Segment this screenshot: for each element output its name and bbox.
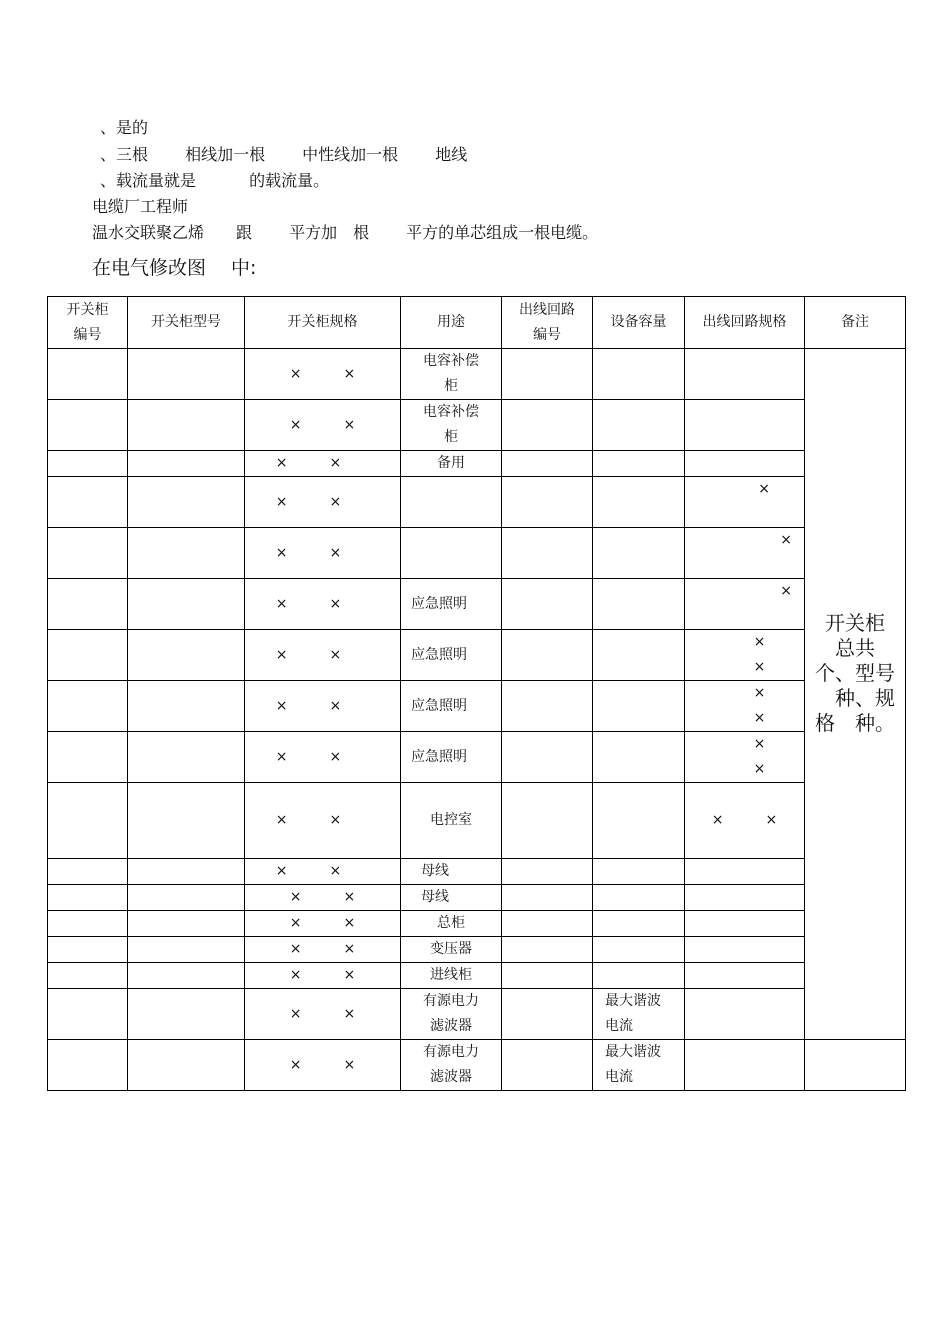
table-row xyxy=(48,528,906,579)
usage-cell: 母线 xyxy=(401,885,502,911)
remark-cell: 开关柜 总共 个、型号 种、规 格 种。 xyxy=(805,349,906,1040)
capacity-cell: 最大谐波 电流 xyxy=(593,989,685,1040)
table-row xyxy=(48,989,906,1040)
usage-cell: 备用 xyxy=(401,451,502,477)
col-header-cabinet-spec: 开关柜规格 xyxy=(245,297,401,349)
circuit-spec-cell: × xyxy=(685,477,805,528)
spec-cell: × × xyxy=(245,451,401,477)
circuit-spec-cell xyxy=(685,911,805,937)
remark-cell-empty xyxy=(805,1040,906,1091)
circuit-spec-cell: × xyxy=(685,528,805,579)
spec-cell: × × xyxy=(245,885,401,911)
capacity-cell xyxy=(593,885,685,911)
capacity-cell xyxy=(593,349,685,400)
col-header-circuit-spec: 出线回路规格 xyxy=(685,297,805,349)
spec-cell: × × xyxy=(245,732,401,783)
capacity-cell xyxy=(593,630,685,681)
spec-cell: × × xyxy=(245,963,401,989)
circuit-spec-cell xyxy=(685,400,805,451)
table-row xyxy=(48,732,906,783)
spec-cell: × × xyxy=(245,400,401,451)
intro-line-4: 电缆厂工程师 xyxy=(92,197,189,216)
col-header-cabinet-model: 开关柜型号 xyxy=(128,297,245,349)
capacity-cell xyxy=(593,400,685,451)
usage-cell: 应急照明 xyxy=(401,630,502,681)
table-row xyxy=(48,400,906,451)
capacity-cell xyxy=(593,859,685,885)
capacity-cell xyxy=(593,477,685,528)
col-header-usage: 用途 xyxy=(401,297,502,349)
circuit-spec-cell xyxy=(685,859,805,885)
usage-cell: 总柜 xyxy=(401,911,502,937)
table-row xyxy=(48,783,906,859)
circuit-spec-cell xyxy=(685,937,805,963)
spec-cell: × × xyxy=(245,681,401,732)
table-row xyxy=(48,937,906,963)
spec-cell: × × xyxy=(245,783,401,859)
intro-line-2: 、三根 相线加一根 中性线加一根 地线 xyxy=(100,145,468,164)
usage-cell: 应急照明 xyxy=(401,579,502,630)
circuit-spec-cell: × xyxy=(685,579,805,630)
intro-line-5: 温水交联聚乙烯 跟 平方加 根 平方的单芯组成一根电缆。 xyxy=(92,223,599,242)
circuit-spec-cell xyxy=(685,963,805,989)
capacity-cell xyxy=(593,681,685,732)
usage-cell: 电容补偿 柜 xyxy=(401,349,502,400)
capacity-cell xyxy=(593,963,685,989)
table-row xyxy=(48,911,906,937)
usage-cell: 母线 xyxy=(401,859,502,885)
circuit-spec-cell xyxy=(685,885,805,911)
table-row xyxy=(48,1040,906,1091)
spec-cell: × × xyxy=(245,911,401,937)
spec-cell: × × xyxy=(245,349,401,400)
table-row xyxy=(48,349,906,400)
spec-cell: × × xyxy=(245,1040,401,1091)
circuit-spec-cell xyxy=(685,1040,805,1091)
circuit-spec-cell: × × xyxy=(685,681,805,732)
table-row xyxy=(48,630,906,681)
col-header-circuit-no: 出线回路 编号 xyxy=(502,297,593,349)
spec-cell: × × xyxy=(245,579,401,630)
usage-cell xyxy=(401,528,502,579)
capacity-cell xyxy=(593,579,685,630)
capacity-cell xyxy=(593,451,685,477)
spec-cell: × × xyxy=(245,477,401,528)
col-header-cabinet-no: 开关柜 编号 xyxy=(48,297,128,349)
spec-cell: × × xyxy=(245,989,401,1040)
usage-cell: 电控室 xyxy=(401,783,502,859)
circuit-spec-cell: × × xyxy=(685,630,805,681)
capacity-cell xyxy=(593,937,685,963)
table-row xyxy=(48,451,906,477)
table-row xyxy=(48,859,906,885)
table-row xyxy=(48,579,906,630)
intro-line-3: 、载流量就是 的载流量。 xyxy=(100,171,330,190)
spec-cell: × × xyxy=(245,937,401,963)
usage-cell: 有源电力 滤波器 xyxy=(401,989,502,1040)
circuit-spec-cell: × × xyxy=(685,783,805,859)
usage-cell: 进线柜 xyxy=(401,963,502,989)
table-row xyxy=(48,477,906,528)
usage-cell: 应急照明 xyxy=(401,681,502,732)
table-row xyxy=(48,963,906,989)
usage-cell: 变压器 xyxy=(401,937,502,963)
capacity-cell xyxy=(593,783,685,859)
intro-line-1: 、是的 xyxy=(100,118,149,137)
table-row xyxy=(48,885,906,911)
usage-cell: 有源电力 滤波器 xyxy=(401,1040,502,1091)
usage-cell: 电容补偿 柜 xyxy=(401,400,502,451)
usage-cell xyxy=(401,477,502,528)
usage-cell: 应急照明 xyxy=(401,732,502,783)
spec-cell: × × xyxy=(245,528,401,579)
capacity-cell xyxy=(593,911,685,937)
circuit-spec-cell xyxy=(685,451,805,477)
circuit-spec-cell: × × xyxy=(685,732,805,783)
col-header-capacity: 设备容量 xyxy=(593,297,685,349)
capacity-cell xyxy=(593,528,685,579)
switchgear-table xyxy=(47,296,906,1091)
spec-cell: × × xyxy=(245,630,401,681)
section-heading: 在电气修改图 中: xyxy=(92,257,257,279)
capacity-cell xyxy=(593,732,685,783)
table-header-row xyxy=(48,297,906,349)
capacity-cell: 最大谐波 电流 xyxy=(593,1040,685,1091)
circuit-spec-cell xyxy=(685,989,805,1040)
circuit-spec-cell xyxy=(685,349,805,400)
col-header-remark: 备注 xyxy=(805,297,906,349)
spec-cell: × × xyxy=(245,859,401,885)
table-row xyxy=(48,681,906,732)
